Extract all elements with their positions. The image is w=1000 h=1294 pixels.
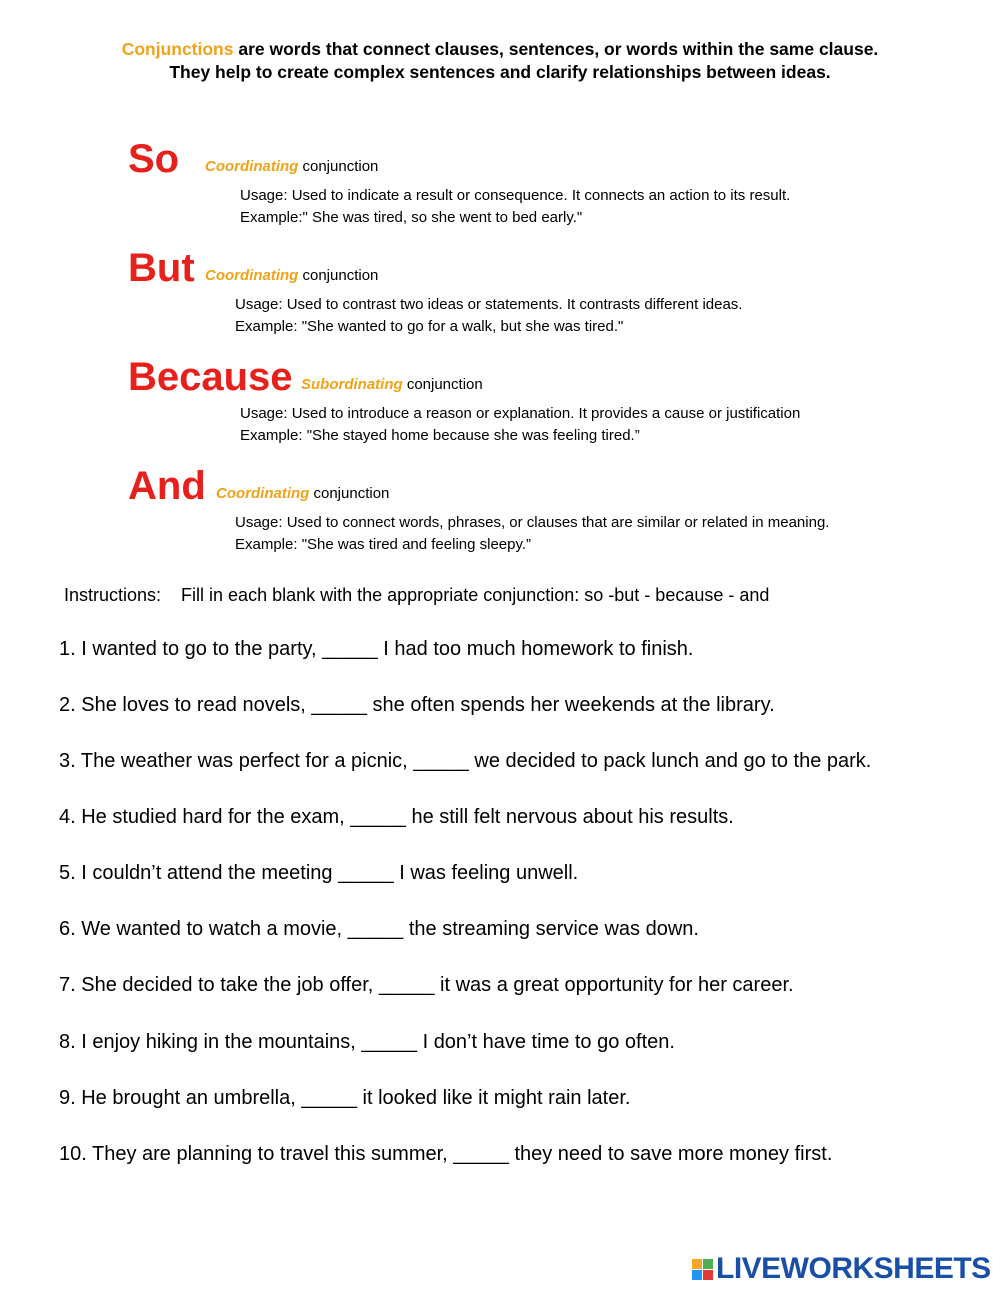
example-text: Example:" She was tired, so she went to bed early.": [240, 208, 583, 226]
conjunction-type-but: [205, 267, 378, 285]
liveworksheets-logo-icon: [692, 1259, 713, 1280]
conjunction-word-but: But: [128, 246, 195, 290]
question-10[interactable]: 10. They are planning to travel this summer, _____ they need to save more money first.: [59, 1143, 833, 1165]
conjunction-type-so: [205, 158, 378, 176]
usage-text: Usage: Used to indicate a result or consequence. It connects an action to its result.: [240, 187, 791, 204]
example-text: Example: "She wanted to go for a walk, but she was tired.": [235, 317, 624, 335]
question-3[interactable]: 3. The weather was perfect for a picnic, _____ we decided to pack lunch and go to the park.: [59, 750, 872, 772]
conjunction-kind: Coordinating: [205, 158, 299, 175]
instructions: Instructions: Fill in each blank with the appropriate conjunction: so -but - because - and: [64, 585, 770, 605]
logo-tile-orange: [692, 1259, 702, 1269]
conjunction-suffix: conjunction: [298, 267, 379, 284]
conjunction-word-because: Because: [128, 355, 293, 399]
conjunction-type-and: [216, 485, 389, 503]
intro-line-1-rest: are words that connect clauses, sentences, or words within the same clause.: [233, 39, 879, 59]
usage-text: Usage: Used to contrast two ideas or statements. It contrasts different ideas.: [235, 296, 743, 313]
usage-text: Usage: Used to introduce a reason or explanation. It provides a cause or justification: [240, 405, 801, 422]
intro-line-1: [0, 38, 1000, 61]
logo-tile-blue: [692, 1270, 702, 1280]
example-text: Example: "She was tired and feeling sleepy.”: [235, 535, 532, 553]
conjunction-desc-and: [235, 512, 829, 555]
conjunction-suffix: conjunction: [309, 485, 390, 502]
conjunction-desc-because: [240, 403, 800, 446]
question-7[interactable]: 7. She decided to take the job offer, _____ it was a great opportunity for her career.: [59, 974, 794, 996]
intro-line-2: They help to create complex sentences and clarify relationships between ideas.: [169, 62, 831, 82]
conjunction-word-so: So: [128, 137, 180, 181]
conjunction-word-and: And: [128, 464, 206, 508]
question-9[interactable]: 9. He brought an umbrella, _____ it looked like it might rain later.: [59, 1087, 631, 1109]
conjunction-kind: Subordinating: [301, 376, 403, 393]
question-4[interactable]: 4. He studied hard for the exam, _____ he still felt nervous about his results.: [59, 806, 734, 828]
intro-paragraph: [0, 38, 1000, 84]
conjunction-suffix: conjunction: [402, 376, 483, 393]
liveworksheets-logo: [692, 1252, 991, 1286]
conjunction-type-because: [301, 376, 483, 394]
logo-tile-green: [703, 1259, 713, 1269]
question-1[interactable]: 1. I wanted to go to the party, _____ I had too much homework to finish.: [59, 638, 694, 660]
conjunction-kind: Coordinating: [205, 267, 299, 284]
usage-text: Usage: Used to connect words, phrases, or clauses that are similar or related in meaning.: [235, 514, 830, 531]
liveworksheets-logo-text: LIVEWORKSHEETS: [716, 1252, 991, 1285]
example-text: Example: "She stayed home because she was feeling tired.”: [240, 426, 640, 444]
logo-tile-red: [703, 1270, 713, 1280]
conjunction-kind: Coordinating: [216, 485, 310, 502]
conjunction-desc-so: [240, 185, 790, 228]
question-5[interactable]: 5. I couldn’t attend the meeting _____ I was feeling unwell.: [59, 862, 579, 884]
question-8[interactable]: 8. I enjoy hiking in the mountains, _____ I don’t have time to go often.: [59, 1031, 675, 1053]
conjunction-desc-but: [235, 294, 742, 337]
conjunction-suffix: conjunction: [298, 158, 379, 175]
intro-highlight: Conjunctions: [121, 39, 234, 59]
question-2[interactable]: 2. She loves to read novels, _____ she often spends her weekends at the library.: [59, 694, 775, 716]
question-6[interactable]: 6. We wanted to watch a movie, _____ the streaming service was down.: [59, 918, 699, 940]
